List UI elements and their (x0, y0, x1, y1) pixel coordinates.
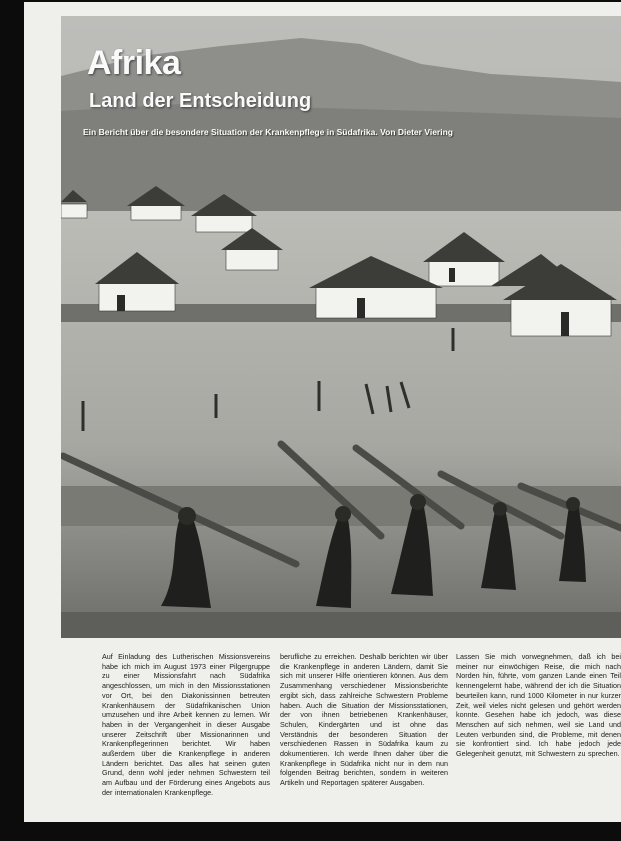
article-lead: Ein Bericht über die besondere Situation der Krankenpflege in Südafrika. Von Dieter Viering (83, 127, 453, 137)
article-title: Afrika (87, 44, 181, 82)
magazine-page (24, 2, 621, 822)
column-1-text: Auf Einladung des Lutherischen Missionsvereins habe ich mich im August 1973 einer Pilgergruppe zu einer Missionsfahrt nach Südafrika angeschlossen, um mich in den Missionsstationen vor Ort, bei den Diakonissinnen betreuten Krankenhäusern der Südafrikanischen Union umzusehen und ihre Arbeit kennen zu lernen. Wir haben in der Vergangenheit in dieser Ausgabe unserer Zeitschrift über Missionarinnen und Krankenpflegerinnen berichtet. Wir haben außerdem über die Krankenpflege in anderen Ländern berichtet. Das alles hat seinen guten Grund, denn wohl jeder nehmen Schwestern teil am Aufbau und der Förderung eines Angebots aus der internationalen Krankenpflege. (102, 652, 270, 797)
column-2-text: berufliche zu erreichen. Deshalb berichten wir über die Krankenpflege in anderen Ländern, damit Sie sich mit unserer Hilfe orientieren können. Aus dem Zusammenhang verschiedener Missionsberichte ergibt sich, dass zahlreiche Schwestern Probleme haben. Auch die Situation der Missionsstationen, der von ihnen betriebenen Krankenhäuser, Schulen, Kindergärten und ist ohne das Verständnis der besonderen Situation der verschiedenen Rassen in Südafrika kaum zu dokumentieren. Ich werde Ihnen daher über die Krankenpflege in Südafrika nicht nur in dem nun folgenden Beitrag berichten, sondern in weiteren Artikeln und Reportagen späterer Ausgaben. (280, 652, 448, 788)
article-column-2 (280, 652, 448, 788)
article-column-3 (456, 652, 621, 759)
article-photo (61, 16, 621, 638)
article-column-1 (102, 652, 270, 798)
column-3-text: Lassen Sie mich vorwegnehmen, daß ich bei meiner nur einwöchigen Reise, die mich nach Norden hin, führte, vom ganzen Lande einen Teil kennengelernt habe, während der ich die Situation beurteilen kann, rund 1000 Kilometer in nur kurzer Zeit, weil vieles nicht gelesen und gehört werden konnte. Gesehen habe ich jedoch, was diese Menschen auf sich nehmen, weil sie Land und Leuten verbunden sind, die Probleme, mit denen sie konfrontiert sind. Ich habe jedoch jede Gelegenheit genutzt, mit Schwestern zu sprechen. (456, 652, 621, 759)
article-subtitle: Land der Entscheidung (89, 90, 312, 112)
